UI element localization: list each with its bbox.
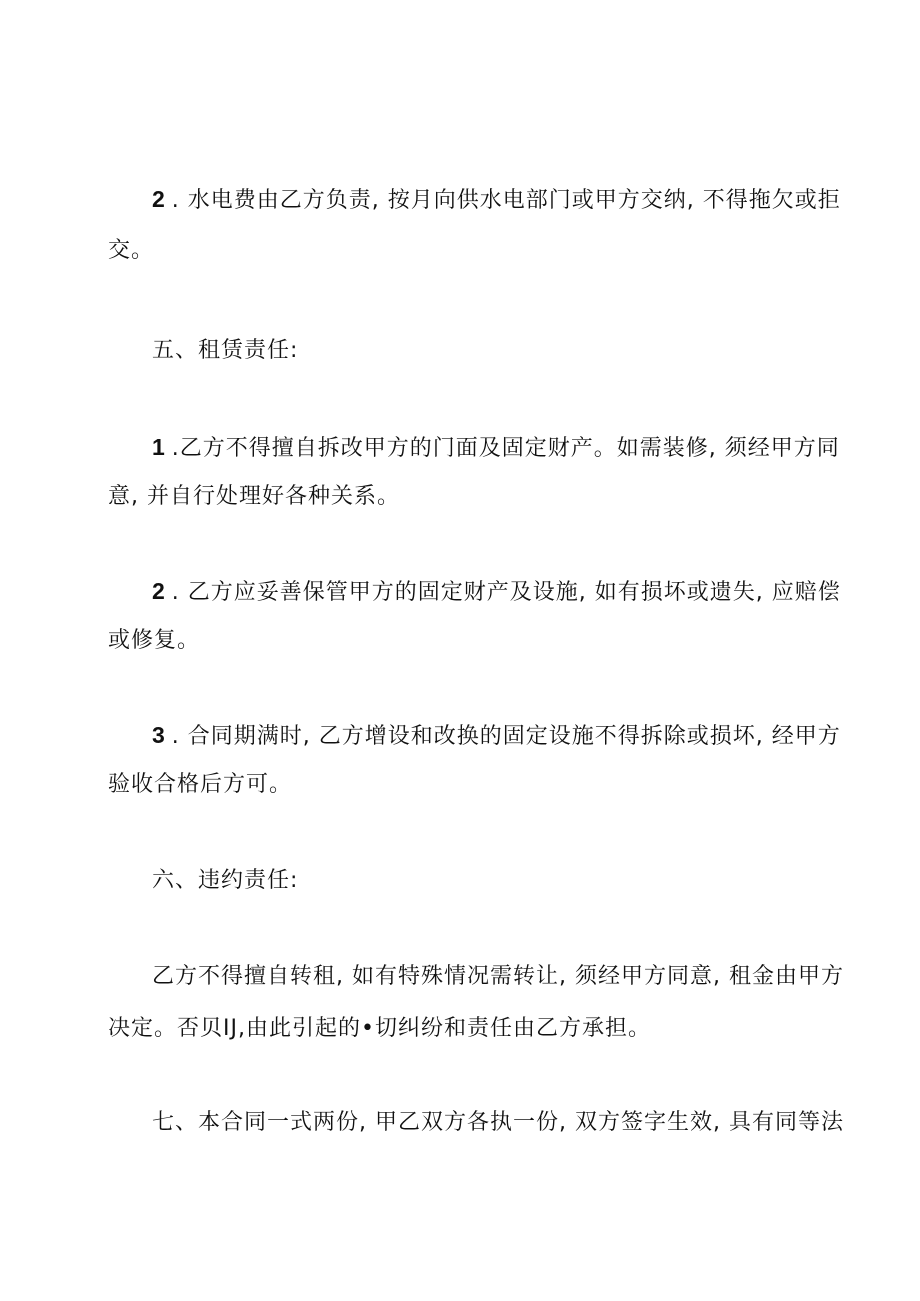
paragraph-contract-expiry-line2: 验收合格后方可。 (108, 772, 293, 797)
paragraph-copies-line1: 七、本合同一式两份, 甲乙双方各执一份, 双方签字生效, 具有同等法 (152, 1110, 844, 1135)
section-heading-lease-responsibility: 五、租赁责任: (152, 338, 299, 363)
paragraph-text: .乙方不得擅自拆改甲方的门面及固定财产。如需装修, 须经甲方同 (171, 436, 840, 461)
paragraph-text: . 合同期满时, 乙方增设和改换的固定设施不得拆除或损坏, 经甲方 (171, 724, 841, 749)
paragraph-contract-expiry-line1 (0, 720, 920, 752)
clause-number: 2 (152, 578, 166, 604)
paragraph-text: . 乙方应妥善保管甲方的固定财产及设施, 如有损坏或遗失, 应赔偿 (171, 580, 841, 605)
section-heading-breach-liability: 六、违约责任: (152, 868, 299, 893)
clause-number: 1 (152, 434, 166, 460)
paragraph-no-alteration-line1 (0, 432, 920, 464)
paragraph-safekeeping-line2: 或修复。 (108, 628, 201, 653)
paragraph-no-alteration-line2: 意, 并自行处理好各种关系。 (108, 484, 400, 509)
clause-number: 2 (152, 186, 166, 212)
paragraph-text: . 水电费由乙方负责, 按月向供水电部门或甲方交纳, 不得拖欠或拒 (171, 188, 841, 213)
paragraph-water-electricity-line1 (0, 184, 920, 216)
paragraph-sublease-line1: 乙方不得擅自转租, 如有特殊情况需转让, 须经甲方同意, 租金由甲方 (152, 964, 844, 989)
paragraph-sublease-line2: 决定。否贝IJ,由此引起的•切纠纷和责任由乙方承担。 (108, 1016, 651, 1041)
clause-number: 3 (152, 722, 166, 748)
paragraph-safekeeping-line1 (0, 576, 920, 608)
paragraph-water-electricity-line2: 交。 (108, 238, 155, 263)
